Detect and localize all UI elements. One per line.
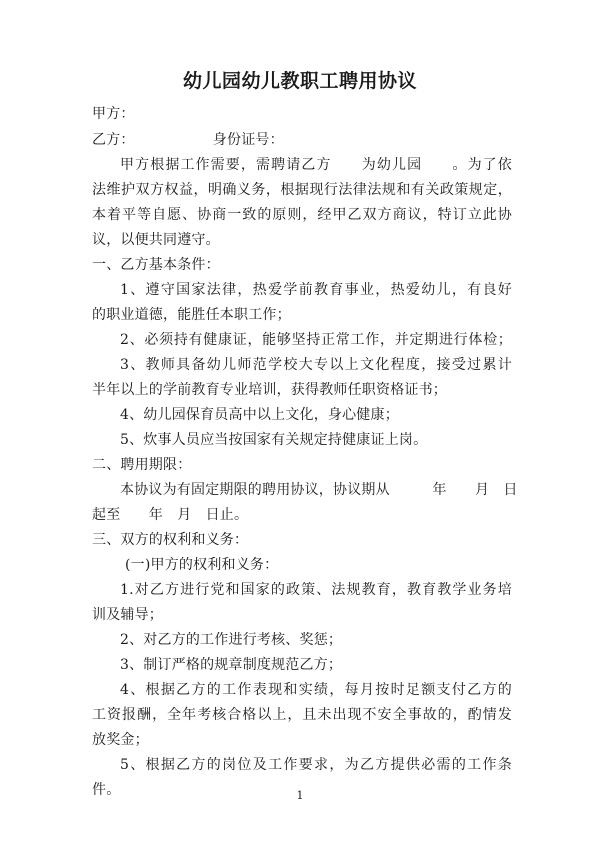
section-heading: 三、双方的权利和义务： <box>92 532 249 548</box>
page-number: 1 <box>296 789 304 802</box>
text-line: 1、遵守国家法律，热爱学前教育事业，热爱幼儿，有良好 <box>120 282 512 298</box>
text-line: 半年以上的学前教育专业培训，获得教师任职资格证书； <box>92 382 447 398</box>
text-line: 件。 <box>92 782 121 798</box>
text-line: 工资报酬，全年考核合格以上，且未出现不安全事故的，酌情发 <box>92 707 512 723</box>
text-line: 法维护双方权益，明确义务，根据现行法律法规和有关政策规定， <box>92 182 512 198</box>
text-line: 甲方： <box>92 106 135 122</box>
text-line: 起至 年 月 日止。 <box>92 507 249 523</box>
text-line: 3、教师具备幼儿师范学校大专以上文化程度，接受过累计 <box>120 357 512 373</box>
text-line: 本着平等自愿、协商一致的原则，经甲乙双方商议，特订立此协 <box>92 207 512 223</box>
text-line: 1.对乙方进行党和国家的政策、法规教育，教育教学业务培 <box>120 582 512 598</box>
text-line: 4、根据乙方的工作表现和实绩，每月按时足额支付乙方的 <box>120 682 512 698</box>
text-line: 3、制订严格的规章制度规范乙方； <box>120 657 343 673</box>
text-line: 乙方： 身份证号： <box>92 132 284 148</box>
text-line: 5、根据乙方的岗位及工作要求，为乙方提供必需的工作条 <box>120 757 512 773</box>
document-title: 幼儿园幼儿教职工聘用协议 <box>182 70 417 92</box>
section-heading: 二、聘用期限： <box>92 457 192 473</box>
text-line: 议，以便共同遵守。 <box>92 232 220 248</box>
text-line: 本协议为有固定期限的聘用协议，协议期从 年 月 日 <box>120 482 518 498</box>
text-line: 训及辅导； <box>92 607 163 623</box>
text-line: 2、必须持有健康证，能够坚持正常工作，并定期进行体检； <box>120 332 512 348</box>
text-line: 放奖金； <box>92 732 149 748</box>
section-heading: 一、乙方基本条件： <box>92 257 220 273</box>
subsection-heading: (一)甲方的权利和义务： <box>125 557 279 573</box>
text-line: 4、幼儿园保育员高中以上文化，身心健康； <box>120 407 399 423</box>
text-line: 5、炊事人员应当按国家有关规定持健康证上岗。 <box>120 432 428 448</box>
text-line: 甲方根据工作需要，需聘请乙方 为幼儿园 。为了依 <box>120 157 512 173</box>
text-line: 2、对乙方的工作进行考核、奖惩； <box>120 632 343 648</box>
text-line: 的职业道德，能胜任本职工作； <box>92 307 291 323</box>
